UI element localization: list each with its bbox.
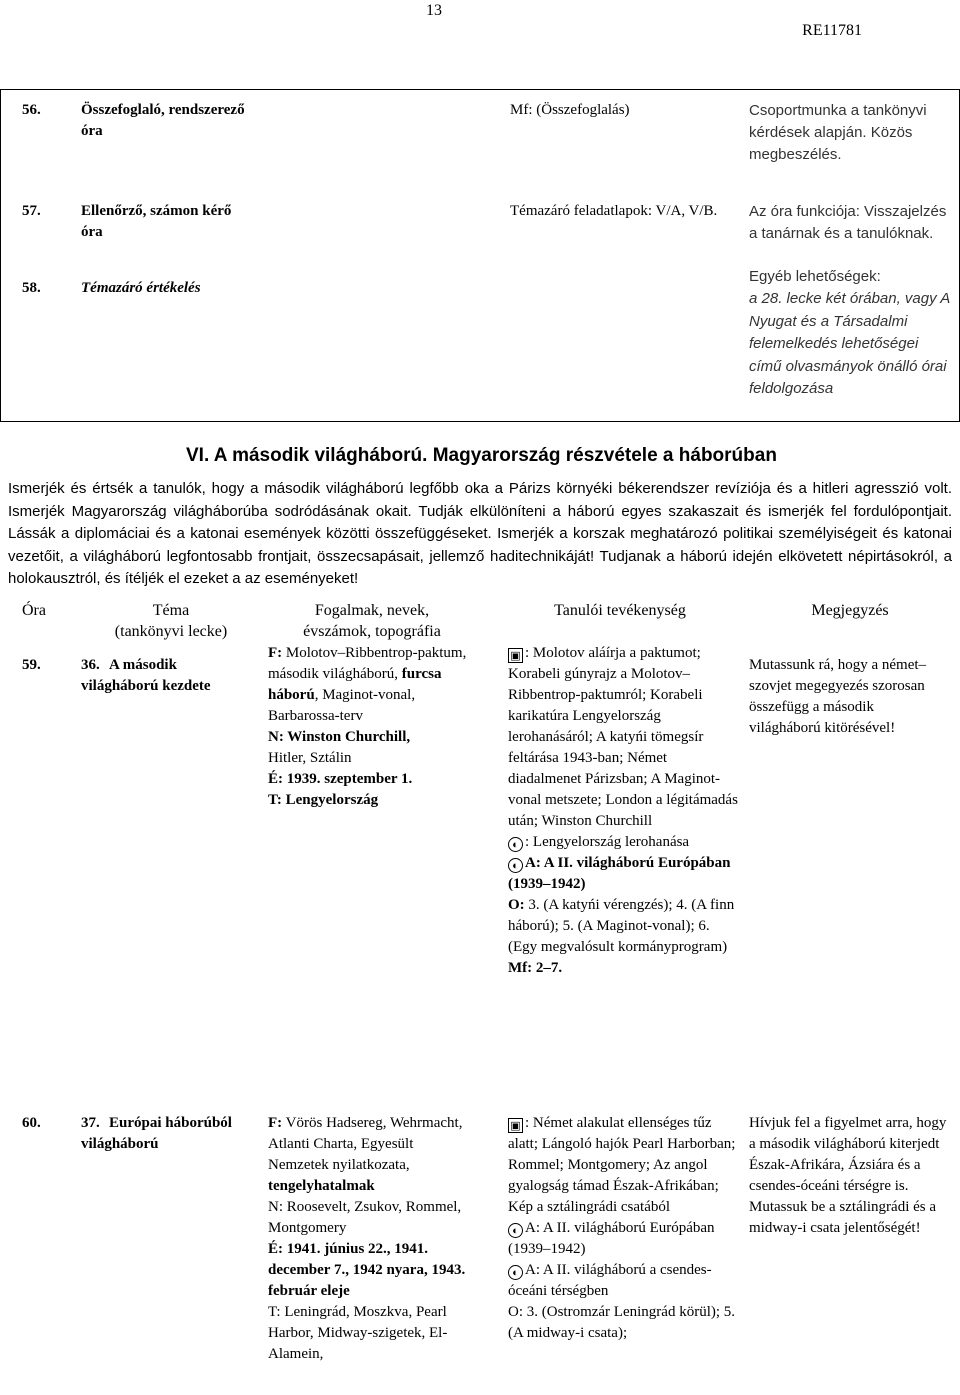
map-icon: ◐ <box>508 837 523 852</box>
row-57-num: 57. <box>22 203 41 219</box>
row-59-note: Mutassunk rá, hogy a német–szovjet megegyezés szorosan összefügg a második világháború kitörésével! <box>749 657 927 736</box>
row-56-title: Összefoglaló, rendszerező óra <box>81 102 245 139</box>
f-bold: tengelyhatalmak <box>268 1178 375 1194</box>
row-58-note-heading: Egyéb lehetőségek: <box>749 268 881 285</box>
row-56-activity: Mf: (Összefoglalás) <box>510 102 630 118</box>
act1: : Molotov aláírja a paktumot; Korabeli gúnyrajz a Molotov–Ribbentrop-paktumról; Korabeli karikatúra Lengyelország lerohanásáról; A katyńi tömegsír feltárása 1943-ban; Német diadalmenet Párizsban; A Maginot-vonal metszete; London a légitámadás után; Winston Churchill <box>508 645 738 829</box>
section-intro: Ismerjék és értsék a tanulók, hogy a második világháború legfőbb oka a Párizs környéki békerendszer revíziója és a hitleri agresszió volt. Ismerjék Magyarország világháborúba sodródásának okait. Tudják elkülöníteni a háború egyes szakaszait és ismerjék fel fordulópontjait. Lássák a diplomáciai és a katonai események közötti összefüggéseket. Ismerjék a korszak meghatározó politikai személyiségeit és katonai vezetőit, a világháború legfontosabb frontjait, összecsapásait, jellemző haditechnikáját! Tudjanak a háború idején elkövetett népirtásokról, a holokausztról, és ítéljék el ezeket a az eseményeket! <box>8 480 952 587</box>
act4: 3. (A katyńi vérengzés); 4. (A finn háború); 5. (A Maginot-vonal); 6. (Egy megvalósult kormányprogram) <box>508 897 735 955</box>
header-tema: Téma <box>152 602 190 619</box>
row-59-activity <box>508 643 738 979</box>
header-megjegyzes: Megjegyzés <box>811 602 889 619</box>
picture-icon: ▣ <box>508 1118 523 1133</box>
act3: A: A II. világháború a csendes-óceáni térségben <box>508 1262 712 1299</box>
header-fogalmak-sub: évszámok, topográfia <box>303 623 441 640</box>
act1: : Német alakulat ellenséges tűz alatt; Lángoló hajók Pearl Harborban; Rommel; Montgomery; Az angol gyalogság támad Észak-Afrikában; Kép a sztálingrádi csatából <box>508 1115 736 1215</box>
f-bold: furcsa háború <box>268 666 442 703</box>
row-57-note: Az óra funkciója: Visszajelzés a tanárnak és a tanulóknak. <box>749 203 947 242</box>
map-icon: ◐ <box>508 1265 523 1280</box>
header-tevekenyseg: Tanulói tevékenység <box>554 602 686 619</box>
map-icon: ◐ <box>508 1223 523 1238</box>
f-text2: , Maginot-vonal, Barbarossa-terv <box>268 687 416 724</box>
row-58-num: 58. <box>22 280 41 296</box>
row-56-note: Csoportmunka a tankönyvi kérdések alapján. Közös megbeszélés. <box>749 102 927 163</box>
t-line: T: Leningrád, Moszkva, Pearl Harbor, Midway-szigetek, El-Alamein, <box>268 1304 448 1362</box>
f-label: F: <box>268 1115 283 1131</box>
act4: O: 3. (Ostromzár Leningrád körül); 5. (A midway-i csata); <box>508 1304 736 1341</box>
row-56-num: 56. <box>22 102 41 118</box>
page-number: 13 <box>426 2 442 19</box>
row-60-note: Hívjuk fel a figyelmet arra, hogy a második világháború kiterjedt Észak-Afrikára, Ázsiára és a csendes-óceáni térségre is. Mutassuk be a sztálingrádi és a midway-i csata jelentőségét! <box>749 1115 947 1236</box>
act2: A: A II. világháború Európában (1939–1942) <box>508 1220 715 1257</box>
row-60-concepts <box>268 1113 473 1365</box>
header-ora: Óra <box>22 602 46 619</box>
n-line2: Hitler, Sztálin <box>268 750 352 766</box>
document-code: RE11781 <box>802 22 862 39</box>
act2: : Lengyelország lerohanása <box>525 834 690 850</box>
header-fogalmak: Fogalmak, nevek, <box>314 602 430 619</box>
n-line: N: Roosevelt, Zsukov, Rommel, Montgomery <box>268 1199 462 1236</box>
row-58-title: Témazáró értékelés <box>81 280 201 296</box>
row-60-tema: Európai háborúból világháború <box>81 1115 232 1152</box>
header-tema-sub: (tankönyvi lecke) <box>114 623 228 640</box>
picture-icon: ▣ <box>508 648 523 663</box>
f-text: Molotov–Ribbentrop-paktum, második világháború, <box>268 645 467 682</box>
f-label: F: <box>268 645 283 661</box>
act3: A: A II. világháború Európában (1939–1942) <box>508 855 731 892</box>
row-58-note-body: a 28. lecke két órában, vagy A Nyugat és a Társadalmi felemelkedés lehetőségei című olvasmányok önálló órai feldolgozása <box>749 290 950 397</box>
row-57-title: Ellenőrző, számon kérő óra <box>81 203 232 240</box>
row-60-ora: 60. <box>22 1115 41 1131</box>
t-line: T: Lengyelország <box>268 792 379 808</box>
act5: Mf: 2–7. <box>508 960 563 976</box>
row-60-activity <box>508 1113 738 1344</box>
e-line: É: 1939. szeptember 1. <box>268 771 413 787</box>
act4-label: O: <box>508 897 525 913</box>
row-59-tema: A második világháború kezdete <box>81 657 211 694</box>
n-line: N: Winston Churchill, <box>268 729 411 745</box>
row-59-concepts <box>268 643 473 811</box>
row-59-lesson-num: 36. <box>81 657 100 673</box>
row-60-lesson-num: 37. <box>81 1115 100 1131</box>
section-title: VI. A második világháború. Magyarország részvétele a háborúban <box>186 445 777 466</box>
row-59-ora: 59. <box>22 657 41 673</box>
f-text: Vörös Hadsereg, Wehrmacht, Atlanti Charta, Egyesült Nemzetek nyilatkozata, <box>268 1115 463 1173</box>
map-icon: ◐ <box>508 858 523 873</box>
row-57-activity: Témazáró feladatlapok: V/A, V/B. <box>510 203 718 219</box>
e-line: É: 1941. június 22., 1941. december 7., 1942 nyara, 1943. február eleje <box>268 1241 466 1299</box>
